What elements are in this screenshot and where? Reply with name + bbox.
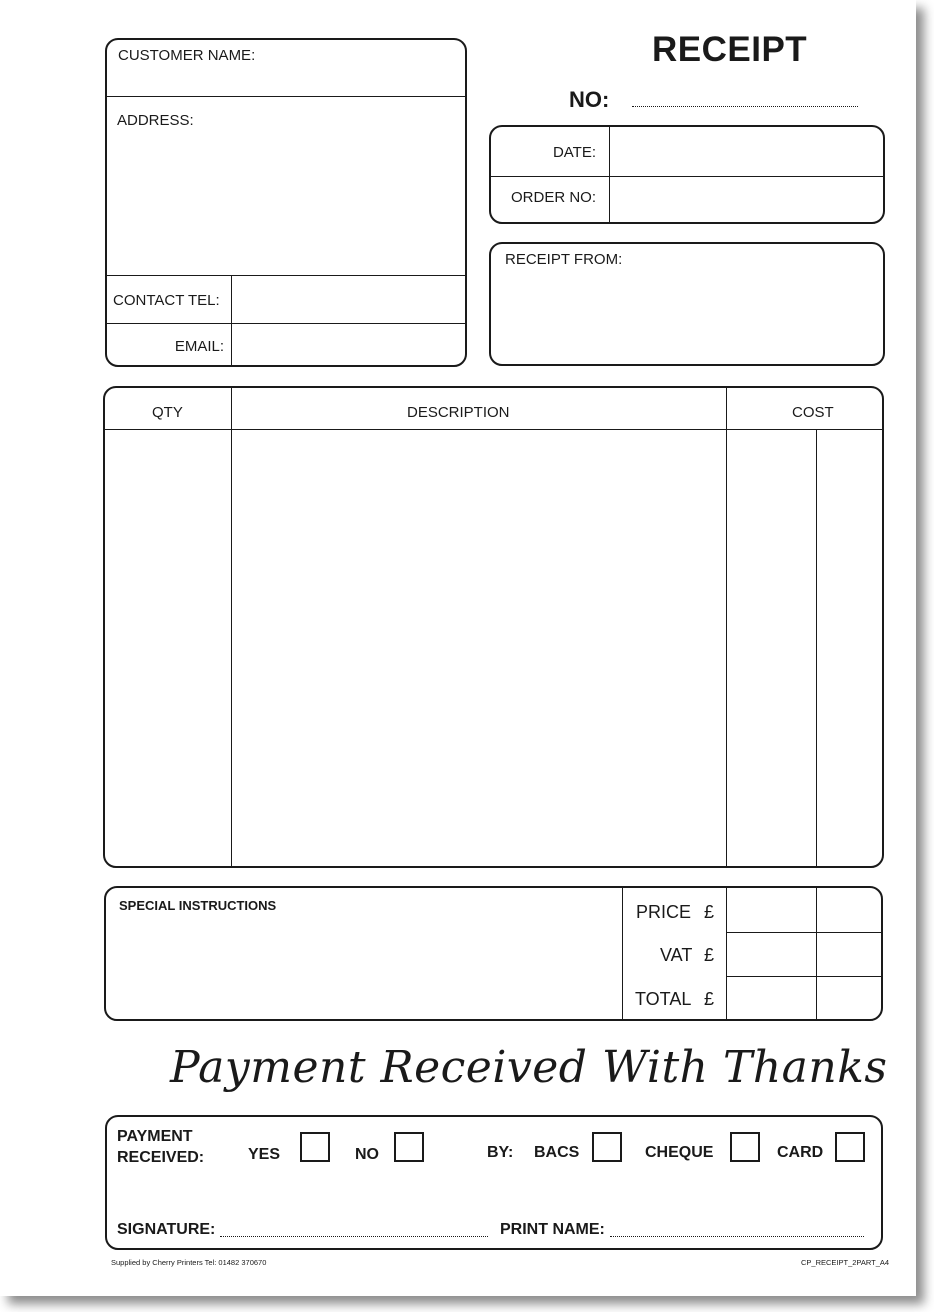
currency-symbol: £ xyxy=(704,945,715,965)
currency-symbol: £ xyxy=(704,989,715,1009)
bacs-checkbox[interactable] xyxy=(592,1132,622,1162)
receipt-number-label: NO: xyxy=(569,87,610,112)
form-code: CP_RECEIPT_2PART_A4 xyxy=(801,1258,890,1267)
by-label: BY: xyxy=(487,1144,514,1161)
divider xyxy=(107,96,465,97)
special-instructions-label: SPECIAL INSTRUCTIONS xyxy=(119,898,277,913)
special-instructions-box xyxy=(104,886,883,1021)
divider xyxy=(609,127,610,222)
column-header-qty: QTY xyxy=(152,404,183,421)
receipt-number-field[interactable] xyxy=(632,106,858,107)
column-divider xyxy=(816,429,817,868)
address-label: ADDRESS: xyxy=(117,112,194,129)
signature-label: SIGNATURE: xyxy=(117,1221,216,1238)
no-checkbox[interactable] xyxy=(394,1132,424,1162)
no-label: NO xyxy=(355,1146,379,1163)
divider xyxy=(726,888,727,1019)
payment-received-label-line1: PAYMENT xyxy=(117,1128,193,1145)
divider xyxy=(231,275,232,367)
yes-checkbox[interactable] xyxy=(300,1132,330,1162)
header-divider xyxy=(105,429,882,430)
date-label: DATE: xyxy=(552,144,596,161)
column-header-description: DESCRIPTION xyxy=(407,404,510,421)
card-checkbox[interactable] xyxy=(835,1132,865,1162)
supplier-footer: Supplied by Cherry Printers Tel: 01482 370670 xyxy=(111,1258,267,1267)
column-divider xyxy=(726,388,727,866)
divider xyxy=(726,932,883,933)
vat-label: VAT xyxy=(660,945,693,965)
contact-tel-label: CONTACT TEL: xyxy=(113,292,220,309)
email-label: EMAIL: xyxy=(174,338,224,355)
payment-received-label-line2: RECEIVED: xyxy=(117,1149,205,1166)
customer-name-label: CUSTOMER NAME: xyxy=(118,47,256,64)
divider xyxy=(622,888,623,1019)
total-label: TOTAL xyxy=(635,989,692,1009)
currency-symbol: £ xyxy=(704,902,715,922)
customer-box xyxy=(105,38,467,367)
divider xyxy=(816,888,817,1019)
print-name-field[interactable] xyxy=(610,1236,864,1237)
divider xyxy=(107,275,465,276)
divider xyxy=(491,176,883,177)
print-name-label: PRINT NAME: xyxy=(500,1221,605,1238)
column-divider xyxy=(231,388,232,866)
cheque-checkbox[interactable] xyxy=(730,1132,760,1162)
payment-box xyxy=(105,1115,883,1250)
card-label: CARD xyxy=(777,1144,824,1161)
thanks-message: Payment Received With Thanks xyxy=(170,1042,888,1093)
date-order-box xyxy=(489,125,885,224)
divider xyxy=(107,323,465,324)
page-title: RECEIPT xyxy=(652,30,808,69)
signature-field[interactable] xyxy=(220,1236,488,1237)
divider xyxy=(726,976,883,977)
bacs-label: BACS xyxy=(534,1144,580,1161)
cheque-label: CHEQUE xyxy=(645,1144,714,1161)
order-number-label: ORDER NO: xyxy=(510,189,596,206)
receipt-from-label: RECEIPT FROM: xyxy=(505,251,623,268)
column-header-cost: COST xyxy=(792,404,834,421)
items-table xyxy=(103,386,884,868)
price-label: PRICE xyxy=(636,902,692,922)
receipt-from-box xyxy=(489,242,885,366)
yes-label: YES xyxy=(248,1146,281,1163)
